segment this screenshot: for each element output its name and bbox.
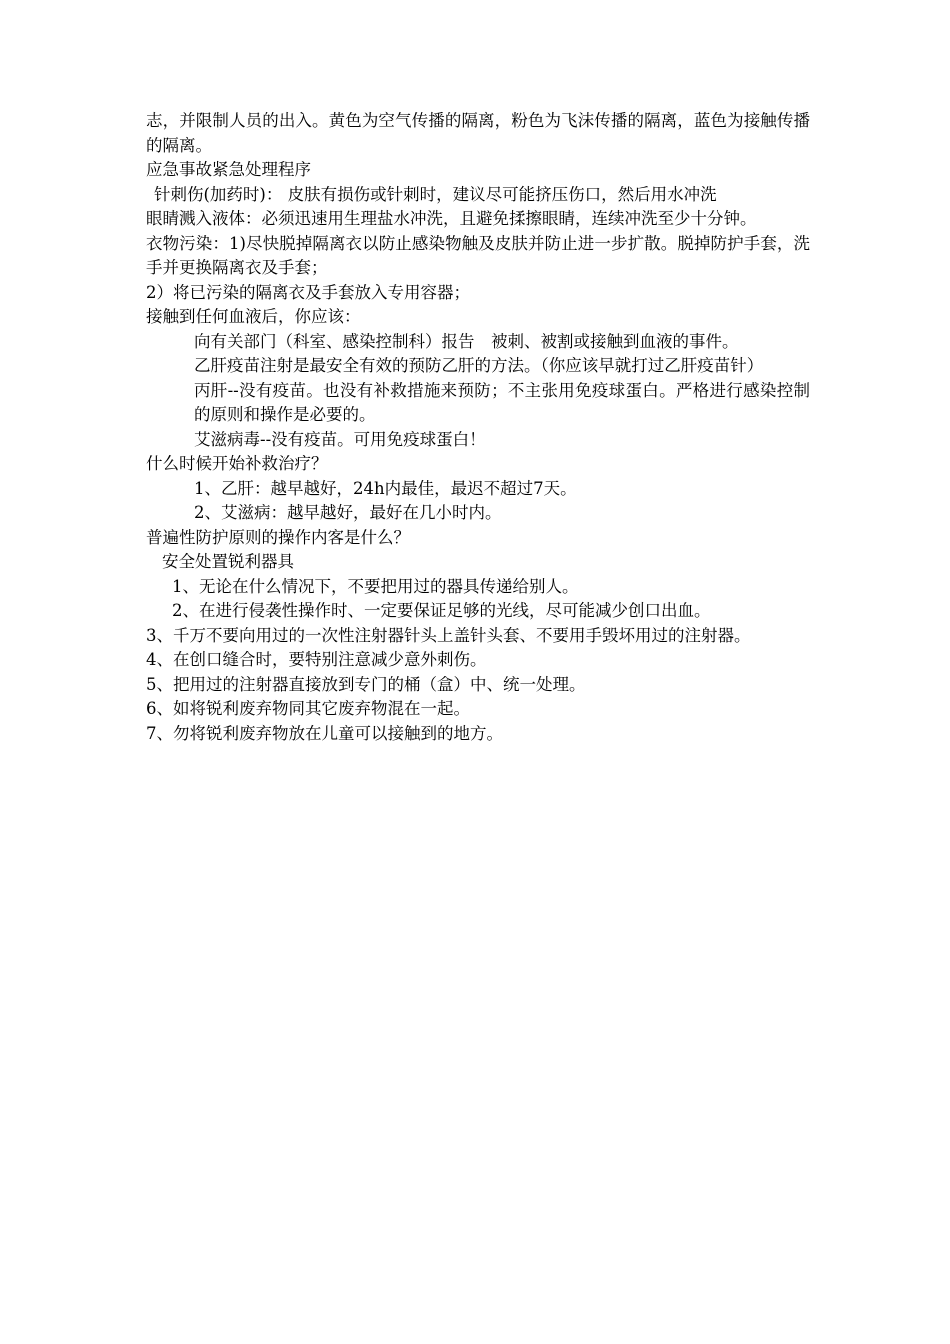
- paragraph-hiv: 艾滋病毒--没有疫苗。可用免疫球蛋白！: [194, 429, 486, 449]
- list-item-hepatitis-b-timing: 1、乙肝：越早越好，24h内最佳，最迟不超过7天。: [194, 478, 577, 498]
- list-item-sharps-3: 3、千万不要向用过的一次性注射器针头上盖针头套、不要用手毁坏用过的注射器。: [146, 625, 751, 645]
- heading-emergency-procedure: 应急事故紧急处理程序: [146, 160, 311, 179]
- heading-universal-precautions: 普遍性防护原则的操作内客是什么？: [146, 527, 410, 547]
- paragraph-eye-splash: 眼睛溅入液体：必须迅速用生理盐水冲洗，且避免揉擦眼睛，连续冲洗至少十分钟。: [146, 209, 757, 228]
- list-item-sharps-6: 6、如将锐利废弃物同其它废弃物混在一起。: [146, 699, 470, 718]
- list-item-hiv-timing: 2、艾滋病：越早越好，最好在几小时内。: [194, 503, 502, 522]
- paragraph-hepatitis-c: 丙肝--没有疫苗。也没有补救措施来预防；不主张用免疫球蛋白。严格进行感染控制的原则和操作是必要的。: [194, 380, 810, 424]
- paragraph-isolation-colors: 志，并限制人员的出入。黄色为空气传播的隔离，粉色为飞沫传播的隔离，蓝色为接触传播的隔离。: [146, 111, 810, 155]
- paragraph-needle-injury: 针刺伤(加药时)： 皮肤有损伤或针刺时，建议尽可能挤压伤口，然后用水冲洗: [154, 184, 717, 204]
- heading-when-treatment: 什么时候开始补救治疗？: [146, 454, 328, 473]
- list-item-sharps-7: 7、勿将锐利废弃物放在儿童可以接触到的地方。: [146, 723, 503, 743]
- list-item-sharps-4: 4、在创口缝合时，要特别注意减少意外刺伤。: [146, 650, 487, 669]
- document-page: [146, 109, 810, 746]
- paragraph-container-step: 2）将已污染的隔离衣及手套放入专用容器；: [146, 282, 470, 302]
- list-item-sharps-1: 1、无论在什么情况下，不要把用过的器具传递给别人。: [172, 576, 579, 596]
- subheading-sharps-disposal: 安全处置锐利器具: [162, 552, 294, 571]
- paragraph-clothing-contamination: 衣物污染：1)尽快脱掉隔离衣以防止感染物触及皮肤并防止进一步扩散。脱掉防护手套，洗手并更换隔离衣及手套；: [146, 233, 810, 277]
- list-item-sharps-5: 5、把用过的注射器直接放到专门的桶（盒）中、统一处理。: [146, 674, 586, 694]
- paragraph-hepatitis-b-vaccine: 乙肝疫苗注射是最安全有效的预防乙肝的方法。（你应该早就打过乙肝疫苗针）: [194, 356, 764, 375]
- heading-blood-contact: 接触到任何血液后，你应该：: [146, 307, 361, 326]
- paragraph-report-incident: 向有关部门（科室、感染控制科）报告 被刺、被割或接触到血液的事件。: [194, 331, 739, 351]
- list-item-sharps-2: 2、在进行侵袭性操作时、一定要保证足够的光线，尽可能减少创口出血。: [172, 601, 711, 620]
